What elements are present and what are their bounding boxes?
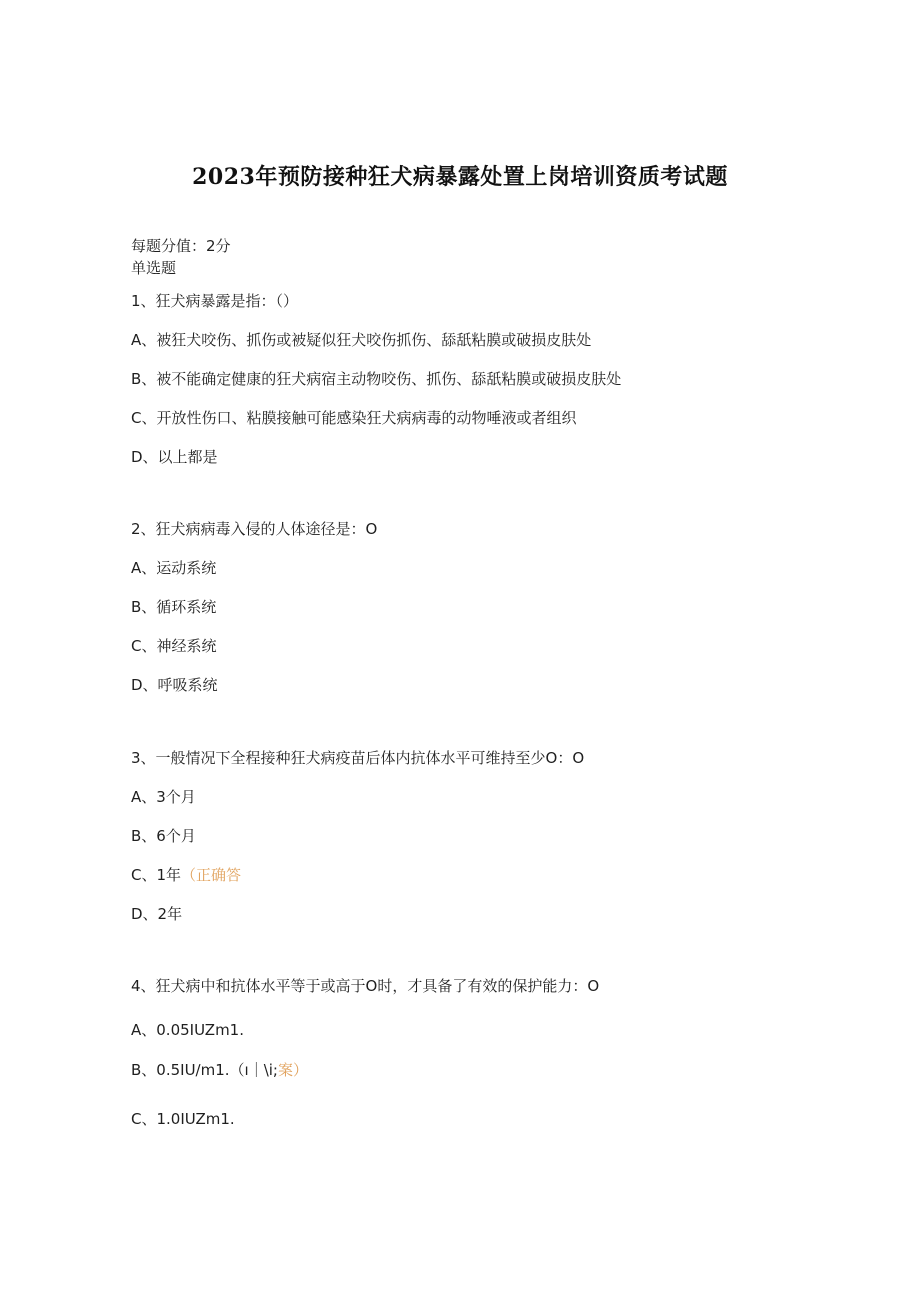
question-4-option-b-text: B、0.5IU∕m1.（ı｜\i; <box>131 1061 278 1079</box>
exam-title: 2023年预防接种狂犬病暴露处置上岗培训资质考试题 <box>192 164 728 190</box>
question-3-option-c <box>131 865 241 885</box>
question-1-option-b: B、被不能确定健康的狂犬病宿主动物咬伤、抓伤、舔舐粘膜或破损皮肤处 <box>131 370 622 388</box>
question-1-option-a: A、被狂犬咬伤、抓伤或被疑似狂犬咬伤抓伤、舔舐粘膜或破损皮肤处 <box>131 331 592 349</box>
question-type: 单选题 <box>131 259 177 277</box>
question-2-option-a: A、运动系统 <box>131 559 217 577</box>
score-info: 每题分值：2分 <box>131 237 231 255</box>
question-2-option-b: B、循环系统 <box>131 598 217 616</box>
question-1-option-c: C、开放性伤口、粘膜接触可能感染狂犬病病毒的动物唾液或者组织 <box>131 409 577 427</box>
question-3-option-b: B、6个月 <box>131 827 196 845</box>
question-1-option-d: D、以上都是 <box>131 448 218 466</box>
question-2-option-c: C、神经系统 <box>131 637 217 655</box>
question-2-option-d: D、呼吸系统 <box>131 676 218 694</box>
question-4-option-b <box>131 1060 308 1080</box>
question-4-option-c: C、1.0IUZm1. <box>131 1110 235 1128</box>
question-3-option-d: D、2年 <box>131 905 183 923</box>
question-1-stem: 1、狂犬病暴露是指：（） <box>131 292 299 310</box>
question-3-stem: 3、一般情况下全程接种狂犬病疫苗后体内抗体水平可维持至少O：O <box>131 749 585 767</box>
question-2-stem: 2、狂犬病病毒入侵的人体途径是：O <box>131 520 378 538</box>
question-3-option-a: A、3个月 <box>131 788 196 806</box>
correct-answer-mark: （正确答 <box>181 866 242 884</box>
question-3-option-c-text: C、1年 <box>131 866 182 884</box>
question-4-option-a: A、0.05IUZm1. <box>131 1021 244 1039</box>
correct-answer-mark: 案） <box>277 1061 308 1079</box>
question-4-stem: 4、狂犬病中和抗体水平等于或高于O时，才具备了有效的保护能力：O <box>131 977 600 995</box>
